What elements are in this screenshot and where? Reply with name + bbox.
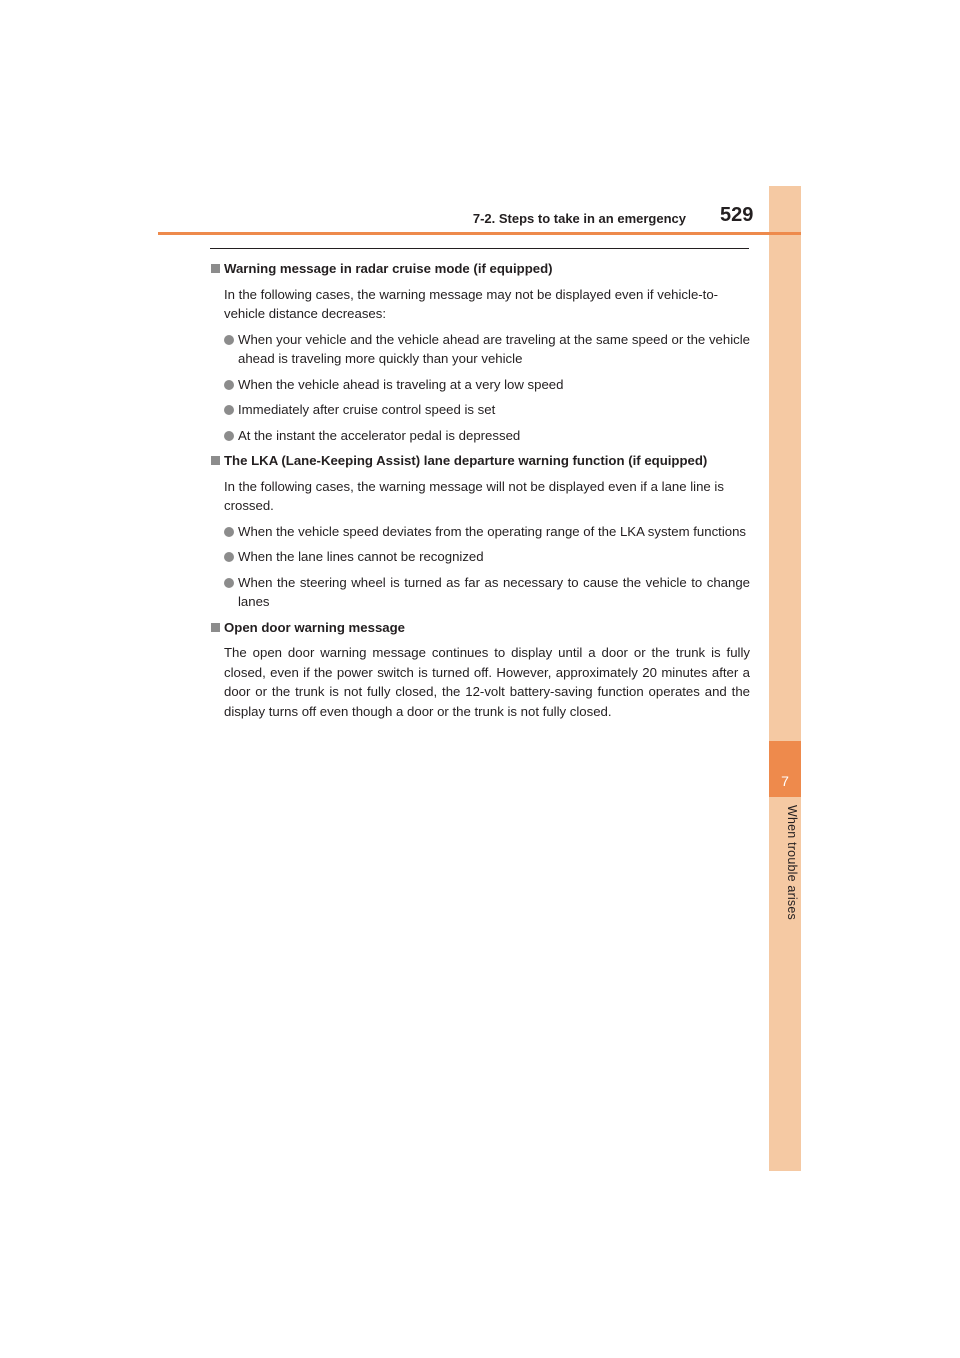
- chapter-number: 7: [781, 773, 789, 789]
- header-section-title: 7-2. Steps to take in an emergency: [472, 211, 686, 226]
- chapter-title: When trouble arises: [785, 805, 799, 920]
- section-intro: The open door warning message continues to display until a door or the trunk is fully closed, even if the power switch is turned off. However, approximately 20 minutes after a door or the trunk is not fully closed, the 12-volt battery-saving function operates and the display turns off even though a door or the trunk is not fully closed.: [224, 645, 750, 719]
- list-item: When your vehicle and the vehicle ahead are traveling at the same speed or the vehicle ahead is traveling more quickly than your vehicle: [210, 330, 750, 369]
- section-heading: Open door warning message: [210, 618, 750, 638]
- circle-bullet-icon: [224, 431, 234, 441]
- circle-bullet-icon: [224, 380, 234, 390]
- list-item: When the vehicle speed deviates from the operating range of the LKA system functions: [210, 522, 750, 542]
- section-lka: [210, 451, 750, 612]
- header-divider: [158, 232, 801, 235]
- circle-bullet-icon: [224, 527, 234, 537]
- section-heading: The LKA (Lane-Keeping Assist) lane departure warning function (if equipped): [210, 451, 750, 471]
- section-radar-cruise: [210, 259, 750, 445]
- page-number: 529: [720, 204, 754, 226]
- list-item: At the instant the accelerator pedal is depressed: [210, 426, 750, 446]
- list-item: Immediately after cruise control speed is set: [210, 400, 750, 420]
- section-heading: Warning message in radar cruise mode (if equipped): [210, 259, 750, 279]
- side-chapter-tab: [769, 186, 801, 1171]
- section-intro: In the following cases, the warning message may not be displayed even if vehicle-to-vehicle distance decreases:: [224, 286, 719, 321]
- circle-bullet-icon: [224, 335, 234, 345]
- square-bullet-icon: [211, 456, 220, 465]
- circle-bullet-icon: [224, 405, 234, 415]
- content-top-rule: [210, 248, 749, 249]
- circle-bullet-icon: [224, 552, 234, 562]
- chapter-number-tab[interactable]: [769, 741, 801, 797]
- circle-bullet-icon: [224, 578, 234, 588]
- list-item: When the vehicle ahead is traveling at a very low speed: [210, 375, 750, 395]
- square-bullet-icon: [211, 623, 220, 632]
- page-content: [210, 259, 750, 727]
- section-intro: In the following cases, the warning message will not be displayed even if a lane line is crossed.: [224, 478, 724, 513]
- section-open-door: [210, 618, 750, 722]
- square-bullet-icon: [211, 264, 220, 273]
- list-item: When the lane lines cannot be recognized: [210, 547, 750, 567]
- list-item: When the steering wheel is turned as far as necessary to cause the vehicle to change lanes: [210, 573, 750, 612]
